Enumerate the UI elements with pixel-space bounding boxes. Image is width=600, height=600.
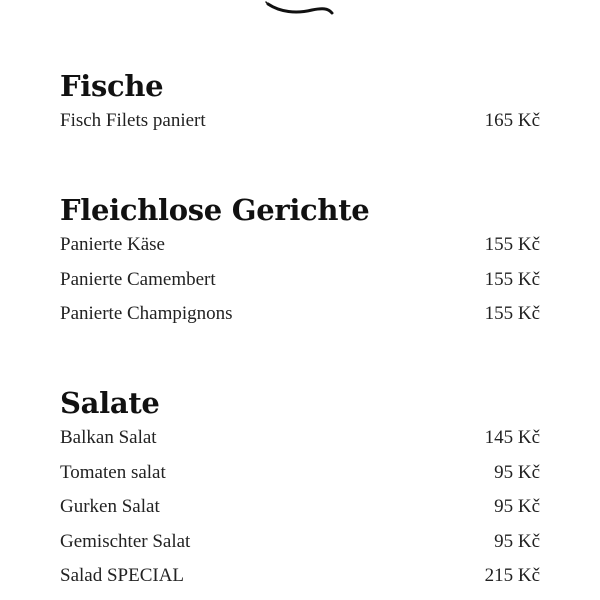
menu-section-fische: [60, 67, 540, 145]
menu-item-list: [60, 110, 540, 145]
menu-item-price: 155 Kč: [484, 234, 540, 255]
menu-item-name: Panierte Champignons: [60, 303, 233, 325]
menu-item-price: 95 Kč: [494, 461, 540, 483]
menu-item: [60, 565, 540, 600]
menu-item-price: 95 Kč: [494, 530, 540, 552]
menu-item: [60, 110, 540, 145]
menu-item-name: Balkan Salat: [60, 427, 157, 448]
menu-section-salate: [60, 384, 540, 600]
menu-item: [60, 496, 540, 531]
menu-item: [60, 427, 540, 462]
menu-section-fleichlose-gerichte: [60, 191, 540, 338]
menu-item-price: 215 Kč: [484, 565, 540, 587]
menu-item-price: 155 Kč: [484, 303, 540, 325]
menu-item: [60, 531, 540, 566]
menu-item-price: 155 Kč: [484, 268, 540, 290]
menu-item: [60, 234, 540, 269]
section-title: Fleichlose Gerichte: [60, 193, 370, 227]
menu-item-name: Gemischter Salat: [60, 530, 191, 552]
menu-item-price: 165 Kč: [484, 110, 540, 131]
menu-item-name: Gurken Salat: [60, 496, 160, 518]
menu-item: [60, 303, 540, 338]
decorative-flourish-icon: [262, 0, 338, 20]
menu-item: [60, 462, 540, 497]
section-title: Fische: [60, 69, 164, 103]
menu-item-name: Fisch Filets paniert: [60, 110, 206, 131]
menu-item-list: [60, 234, 540, 338]
menu-item-name: Tomaten salat: [60, 461, 166, 483]
section-title: Salate: [60, 386, 160, 420]
menu-item-price: 95 Kč: [494, 496, 540, 518]
menu-item-name: Salad SPECIAL: [60, 565, 185, 587]
menu-item-list: [60, 427, 540, 600]
menu-item-price: 145 Kč: [484, 427, 540, 448]
menu-item: [60, 269, 540, 304]
menu-item-name: Panierte Käse: [60, 234, 165, 255]
menu-item-name: Panierte Camembert: [60, 268, 216, 290]
